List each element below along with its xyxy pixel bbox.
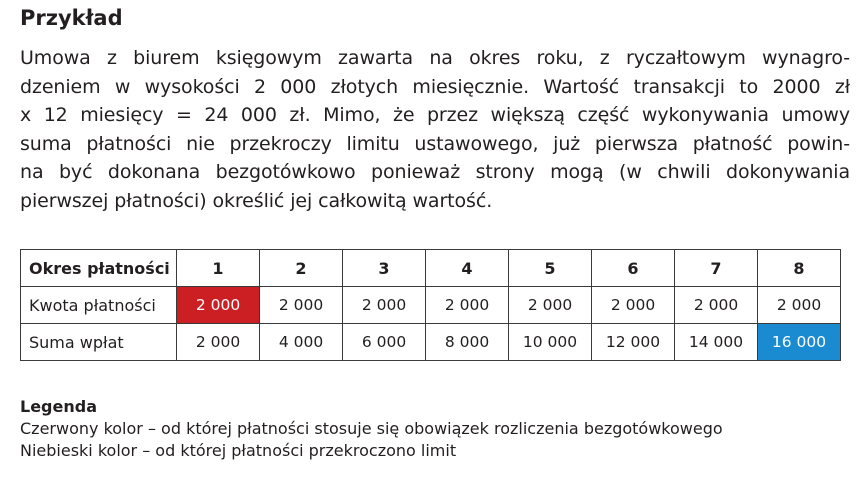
row-label-cell: Kwota płatności [21,287,177,324]
value-cell: 2 000 [343,287,426,324]
example-heading: Przykład [20,6,123,30]
value-cell: 2 000 [758,287,841,324]
example-paragraph [20,44,850,215]
value-cell: 2 000 [177,324,260,361]
value-cell: 2 000 [177,287,260,324]
period-header-cell: 2 [260,250,343,287]
value-cell: 8 000 [426,324,509,361]
table-header-row [21,250,841,287]
value-cell: 2 000 [260,287,343,324]
table-row [21,287,841,324]
value-cell: 2 000 [509,287,592,324]
value-cell: 12 000 [592,324,675,361]
period-header-cell: 7 [675,250,758,287]
header-label-cell: Okres płatności [21,250,177,287]
value-cell: 10 000 [509,324,592,361]
legend-line-red: Czerwony kolor – od której płatności stosuje się obowiązek rozliczenia bezgotówkowego [20,419,723,438]
period-header-cell: 3 [343,250,426,287]
period-header-cell: 1 [177,250,260,287]
row-label-cell: Suma wpłat [21,324,177,361]
period-header-cell: 5 [509,250,592,287]
legend-line-blue: Niebieski kolor – od której płatności przekroczono limit [20,441,457,460]
period-header-cell: 4 [426,250,509,287]
value-cell: 2 000 [675,287,758,324]
period-header-cell: 6 [592,250,675,287]
value-cell: 2 000 [426,287,509,324]
value-cell: 14 000 [675,324,758,361]
value-cell: 16 000 [758,324,841,361]
legend-title: Legenda [20,397,97,416]
paragraph-line: suma płatności nie przekroczy limitu ustawowego, już pierwsza płatność powin- [20,132,850,155]
value-cell: 6 000 [343,324,426,361]
value-cell: 2 000 [592,287,675,324]
legend [20,396,723,462]
value-cell: 4 000 [260,324,343,361]
table-row [21,324,841,361]
paragraph-line: na być dokonana bezgotówkowo ponieważ strony mogą (w chwili dokonywania [20,161,850,183]
period-header-cell: 8 [758,250,841,287]
payment-schedule-table [20,249,841,361]
paragraph-line: pierwszej płatności) określić jej całkowitą wartość. [20,189,493,212]
paragraph-line: Umowa z biurem księgowym zawarta na okres roku, z ryczałtowym wynagro- [20,47,850,69]
paragraph-line: dzeniem w wysokości 2 000 złotych miesięcznie. Wartość transakcji to 2000 zł [20,75,850,98]
paragraph-line: x 12 miesięcy = 24 000 zł. Mimo, że przez większą część wykonywania umowy [20,104,850,126]
